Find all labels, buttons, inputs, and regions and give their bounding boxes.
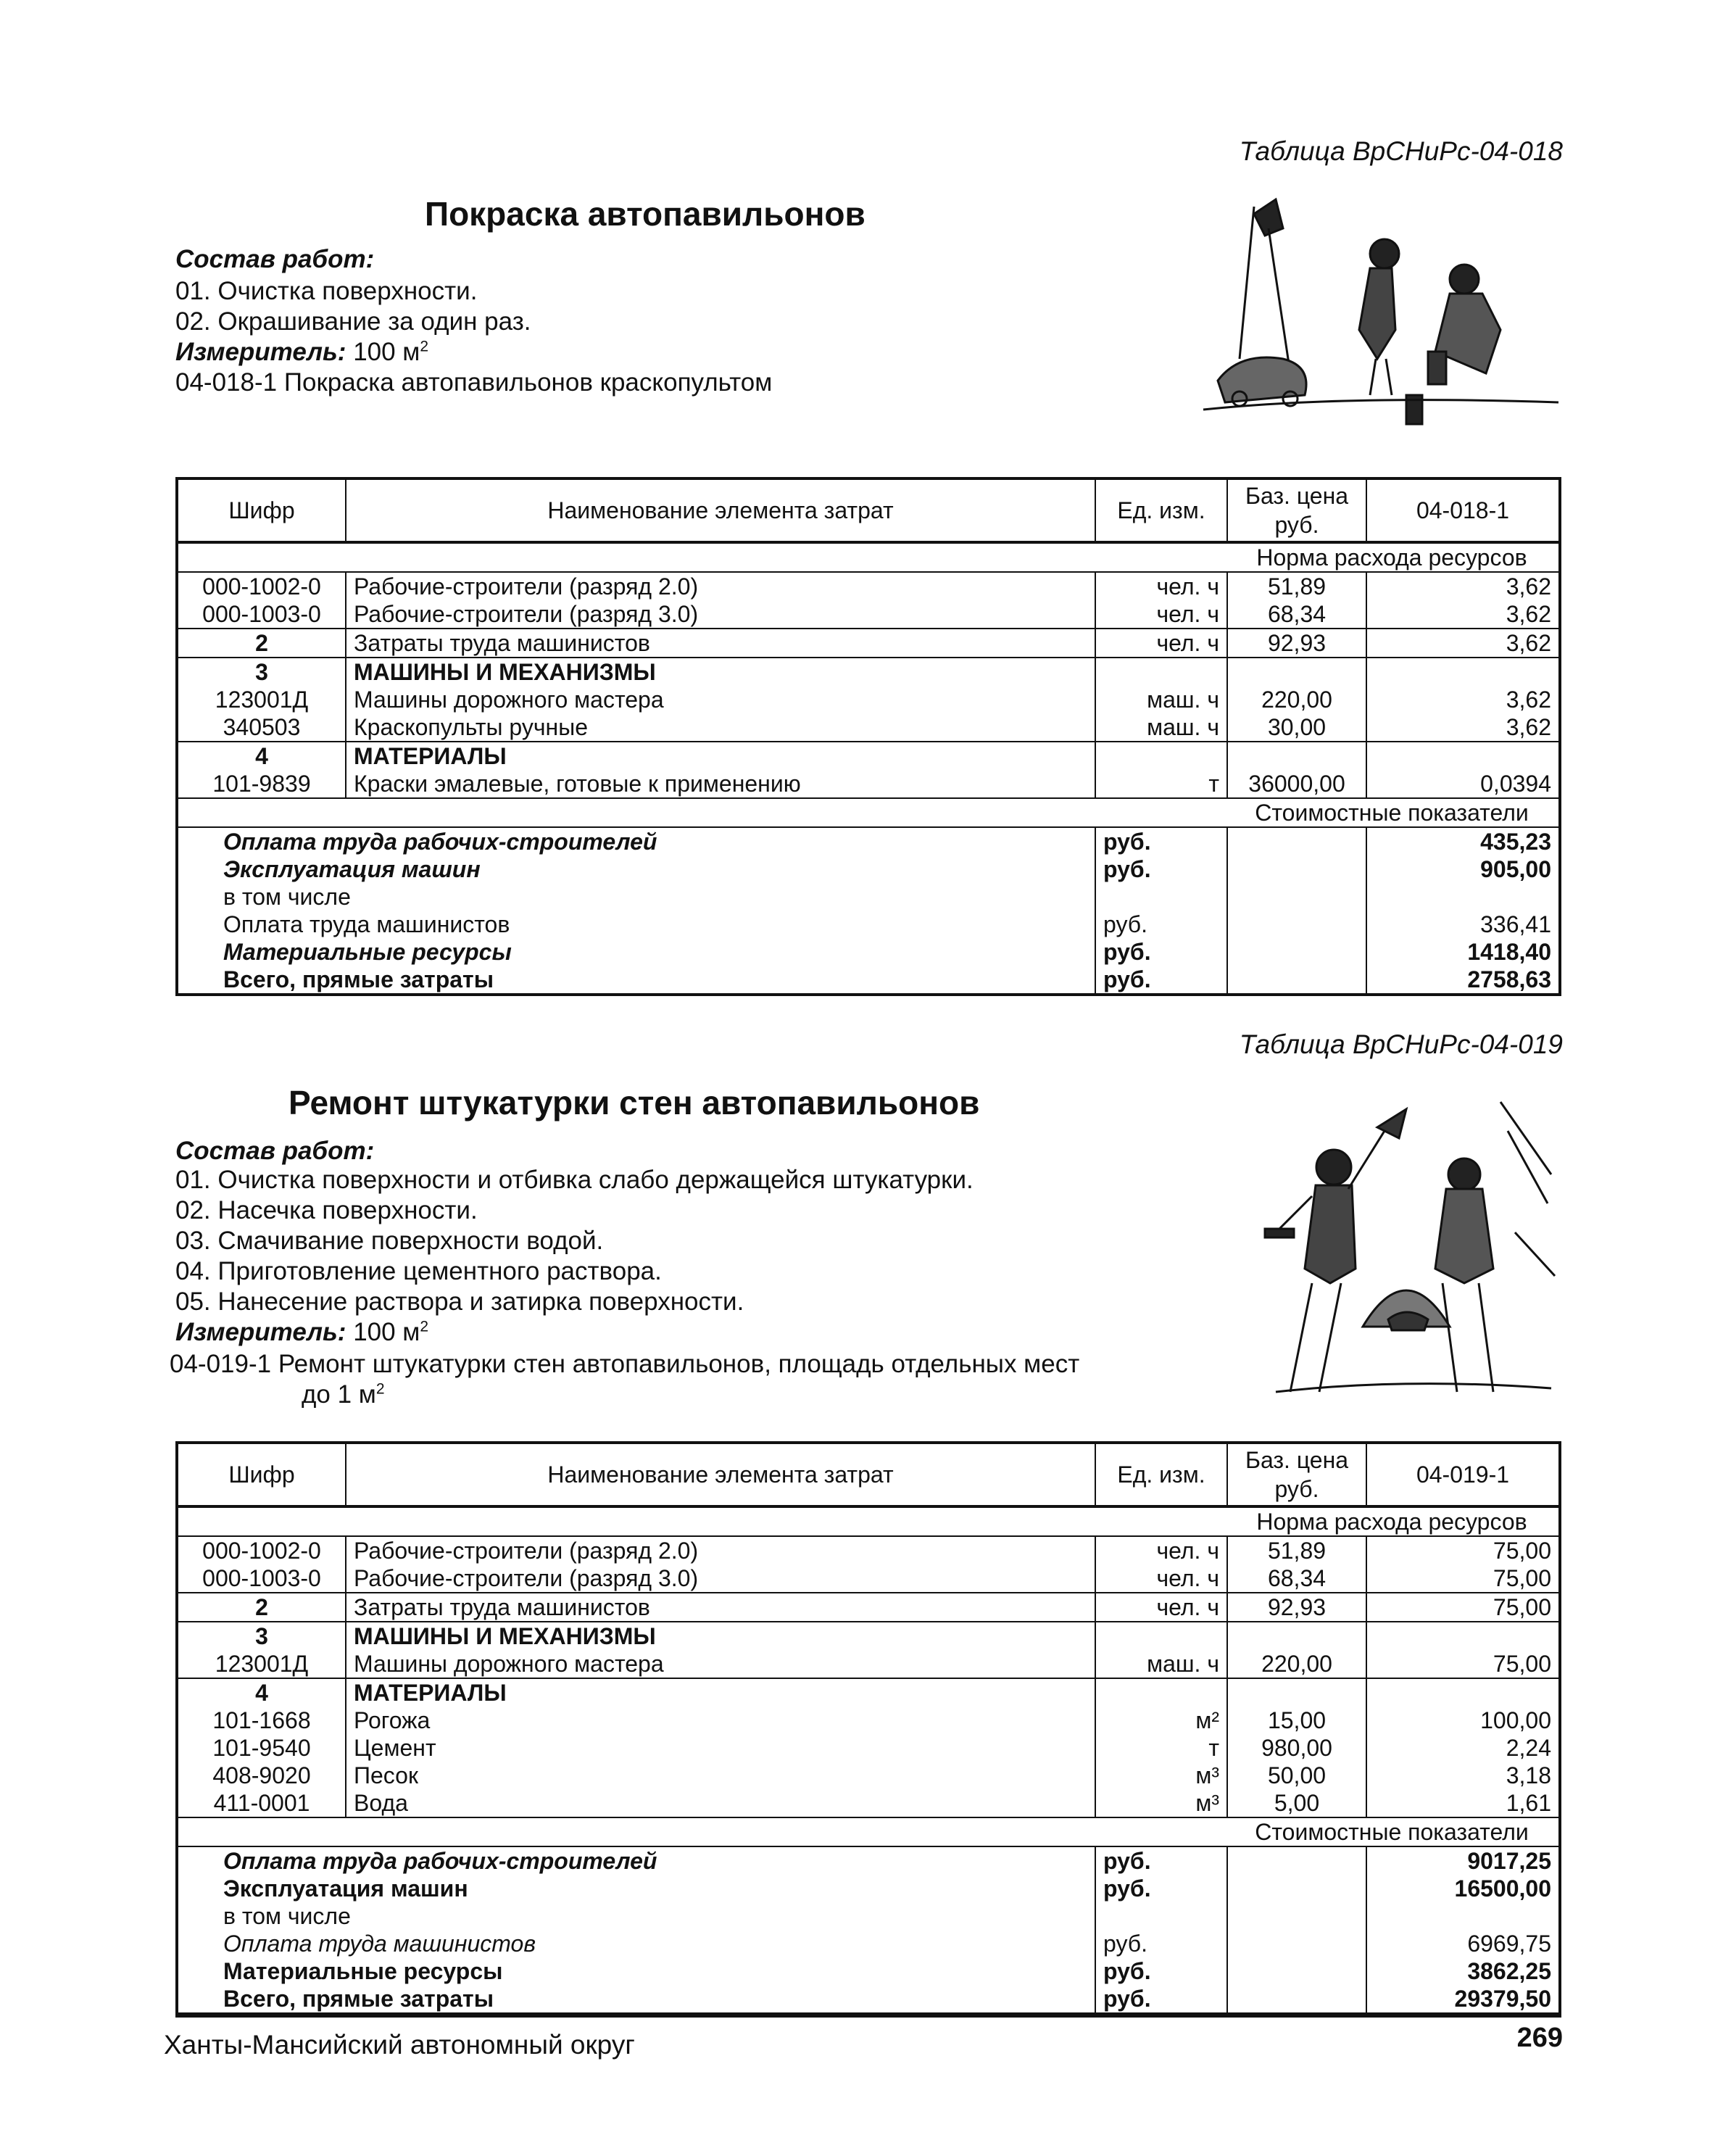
- plastering-workers-illustration: [1261, 1087, 1558, 1399]
- table-reference: Таблица ВрСНиРс-04-019: [1239, 1029, 1563, 1059]
- item-line: 04-019-1 Ремонт штукатурки стен автопавильонов, площадь отдельных мест: [170, 1350, 1080, 1378]
- table-row: 3 МАШИНЫ И МЕХАНИЗМЫ: [177, 1622, 1560, 1650]
- col-header-price: Баз. цена руб.: [1227, 478, 1366, 542]
- work-step: 01. Очистка поверхности.: [175, 277, 478, 305]
- cost-row: Материальные ресурсы руб. 1418,40: [177, 938, 1560, 966]
- cost-row: Оплата труда машинистов руб. 336,41: [177, 911, 1560, 938]
- table-row: 101-9540 Цемент т 980,00 2,24: [177, 1734, 1560, 1762]
- col-header-code: Шифр: [177, 1443, 346, 1506]
- painting-workers-illustration: [1196, 185, 1573, 431]
- cost-row: Оплата труда рабочих-строителей руб. 9017,25: [177, 1846, 1560, 1875]
- table-reference: Таблица ВрСНиРс-04-018: [1239, 136, 1563, 166]
- col-header-name: Наименование элемента затрат: [346, 1443, 1095, 1506]
- cost-row: Оплата труда машинистов руб. 6969,75: [177, 1930, 1560, 1957]
- meter-sup: 2: [420, 1318, 429, 1335]
- table-row: 123001Д Машины дорожного мастера маш. ч 220,00 75,00: [177, 1650, 1560, 1678]
- work-step: 05. Нанесение раствора и затирка поверхности.: [175, 1288, 744, 1316]
- table-row: 4 МАТЕРИАЛЫ: [177, 742, 1560, 770]
- cost-row: Всего, прямые затраты руб. 2758,63: [177, 966, 1560, 995]
- cost-row: в том числе: [177, 1902, 1560, 1930]
- table-row: 101-1668 Рогожа м² 15,00 100,00: [177, 1707, 1560, 1734]
- cost-row: Материальные ресурсы руб. 3862,25: [177, 1957, 1560, 1985]
- meter-line: [175, 338, 428, 367]
- section-title: Покраска автопавильонов: [425, 195, 866, 233]
- table-row: 2 Затраты труда машинистов чел. ч 92,93 75,00: [177, 1593, 1560, 1622]
- cost-row: Эксплуатация машин руб. 905,00: [177, 855, 1560, 883]
- table-row: 000-1003-0 Рабочие-строители (разряд 3.0) чел. ч 68,34 3,62: [177, 600, 1560, 629]
- table-row: 000-1003-0 Рабочие-строители (разряд 3.0) чел. ч 68,34 75,00: [177, 1564, 1560, 1593]
- table-row: 408-9020 Песок м³ 50,00 3,18: [177, 1762, 1560, 1789]
- footer-region: Ханты-Мансийский автономный округ: [164, 2030, 635, 2060]
- table-row: 2 Затраты труда машинистов чел. ч 92,93 3,62: [177, 629, 1560, 658]
- table-row: 123001Д Машины дорожного мастера маш. ч 220,00 3,62: [177, 686, 1560, 713]
- col-header-price: Баз. цена руб.: [1227, 1443, 1366, 1506]
- cost-row: Оплата труда рабочих-строителей руб. 435,23: [177, 827, 1560, 855]
- composition-label: Состав работ:: [175, 1137, 375, 1165]
- section-row: Норма расхода ресурсов: [177, 542, 1560, 572]
- work-step: 02. Насечка поверхности.: [175, 1196, 478, 1224]
- meter-value: 100 м: [353, 1318, 420, 1346]
- col-header-code: Шифр: [177, 478, 346, 542]
- table-row: 000-1002-0 Рабочие-строители (разряд 2.0) чел. ч 51,89 3,62: [177, 572, 1560, 600]
- section-row: Норма расхода ресурсов: [177, 1506, 1560, 1536]
- work-step: 02. Окрашивание за один раз.: [175, 307, 531, 336]
- section-row: Стоимостные показатели: [177, 1817, 1560, 1846]
- col-header-unit: Ед. изм.: [1095, 478, 1227, 542]
- col-header-unit: Ед. изм.: [1095, 1443, 1227, 1506]
- meter-label: Измеритель:: [175, 1318, 346, 1346]
- item-line: 04-018-1 Покраска автопавильонов краскопультом: [175, 368, 773, 397]
- item-line-continued: до 1 $м^2$: [302, 1380, 385, 1409]
- table-row: 411-0001 Вода м³ 5,00 1,61: [177, 1789, 1560, 1817]
- table-row: 340503 Краскопульты ручные маш. ч 30,00 3,62: [177, 713, 1560, 742]
- work-step: 04. Приготовление цементного раствора.: [175, 1257, 662, 1285]
- meter-sup: 2: [420, 338, 429, 355]
- work-step: 01. Очистка поверхности и отбивка слабо держащейся штукатурки.: [175, 1166, 974, 1194]
- cost-table: [175, 477, 1561, 996]
- col-header-norm: 04-019-1: [1366, 1443, 1560, 1506]
- page-number: 269: [1516, 2023, 1563, 2053]
- cost-row: в том числе: [177, 883, 1560, 911]
- meter-label: Измеритель:: [175, 338, 346, 366]
- meter-value: 100 м: [353, 338, 420, 366]
- table-row: 000-1002-0 Рабочие-строители (разряд 2.0) чел. ч 51,89 75,00: [177, 1536, 1560, 1564]
- col-header-name: Наименование элемента затрат: [346, 478, 1095, 542]
- cost-row: Эксплуатация машин руб. 16500,00: [177, 1875, 1560, 1902]
- section-row: Стоимостные показатели: [177, 798, 1560, 827]
- table-row: 101-9839 Краски эмалевые, готовые к применению т 36000,00 0,0394: [177, 770, 1560, 798]
- cost-table: [175, 1441, 1561, 2015]
- meter-line: [175, 1318, 428, 1347]
- footer-divider: [175, 2015, 1561, 2018]
- col-header-norm: 04-018-1: [1366, 478, 1560, 542]
- table-row: 4 МАТЕРИАЛЫ: [177, 1678, 1560, 1707]
- cost-row: Всего, прямые затраты руб. 29379,50: [177, 1985, 1560, 2014]
- table-row: 3 МАШИНЫ И МЕХАНИЗМЫ: [177, 658, 1560, 686]
- section-title: Ремонт штукатурки стен автопавильонов: [288, 1084, 980, 1121]
- composition-label: Состав работ:: [175, 245, 375, 273]
- work-step: 03. Смачивание поверхности водой.: [175, 1227, 604, 1255]
